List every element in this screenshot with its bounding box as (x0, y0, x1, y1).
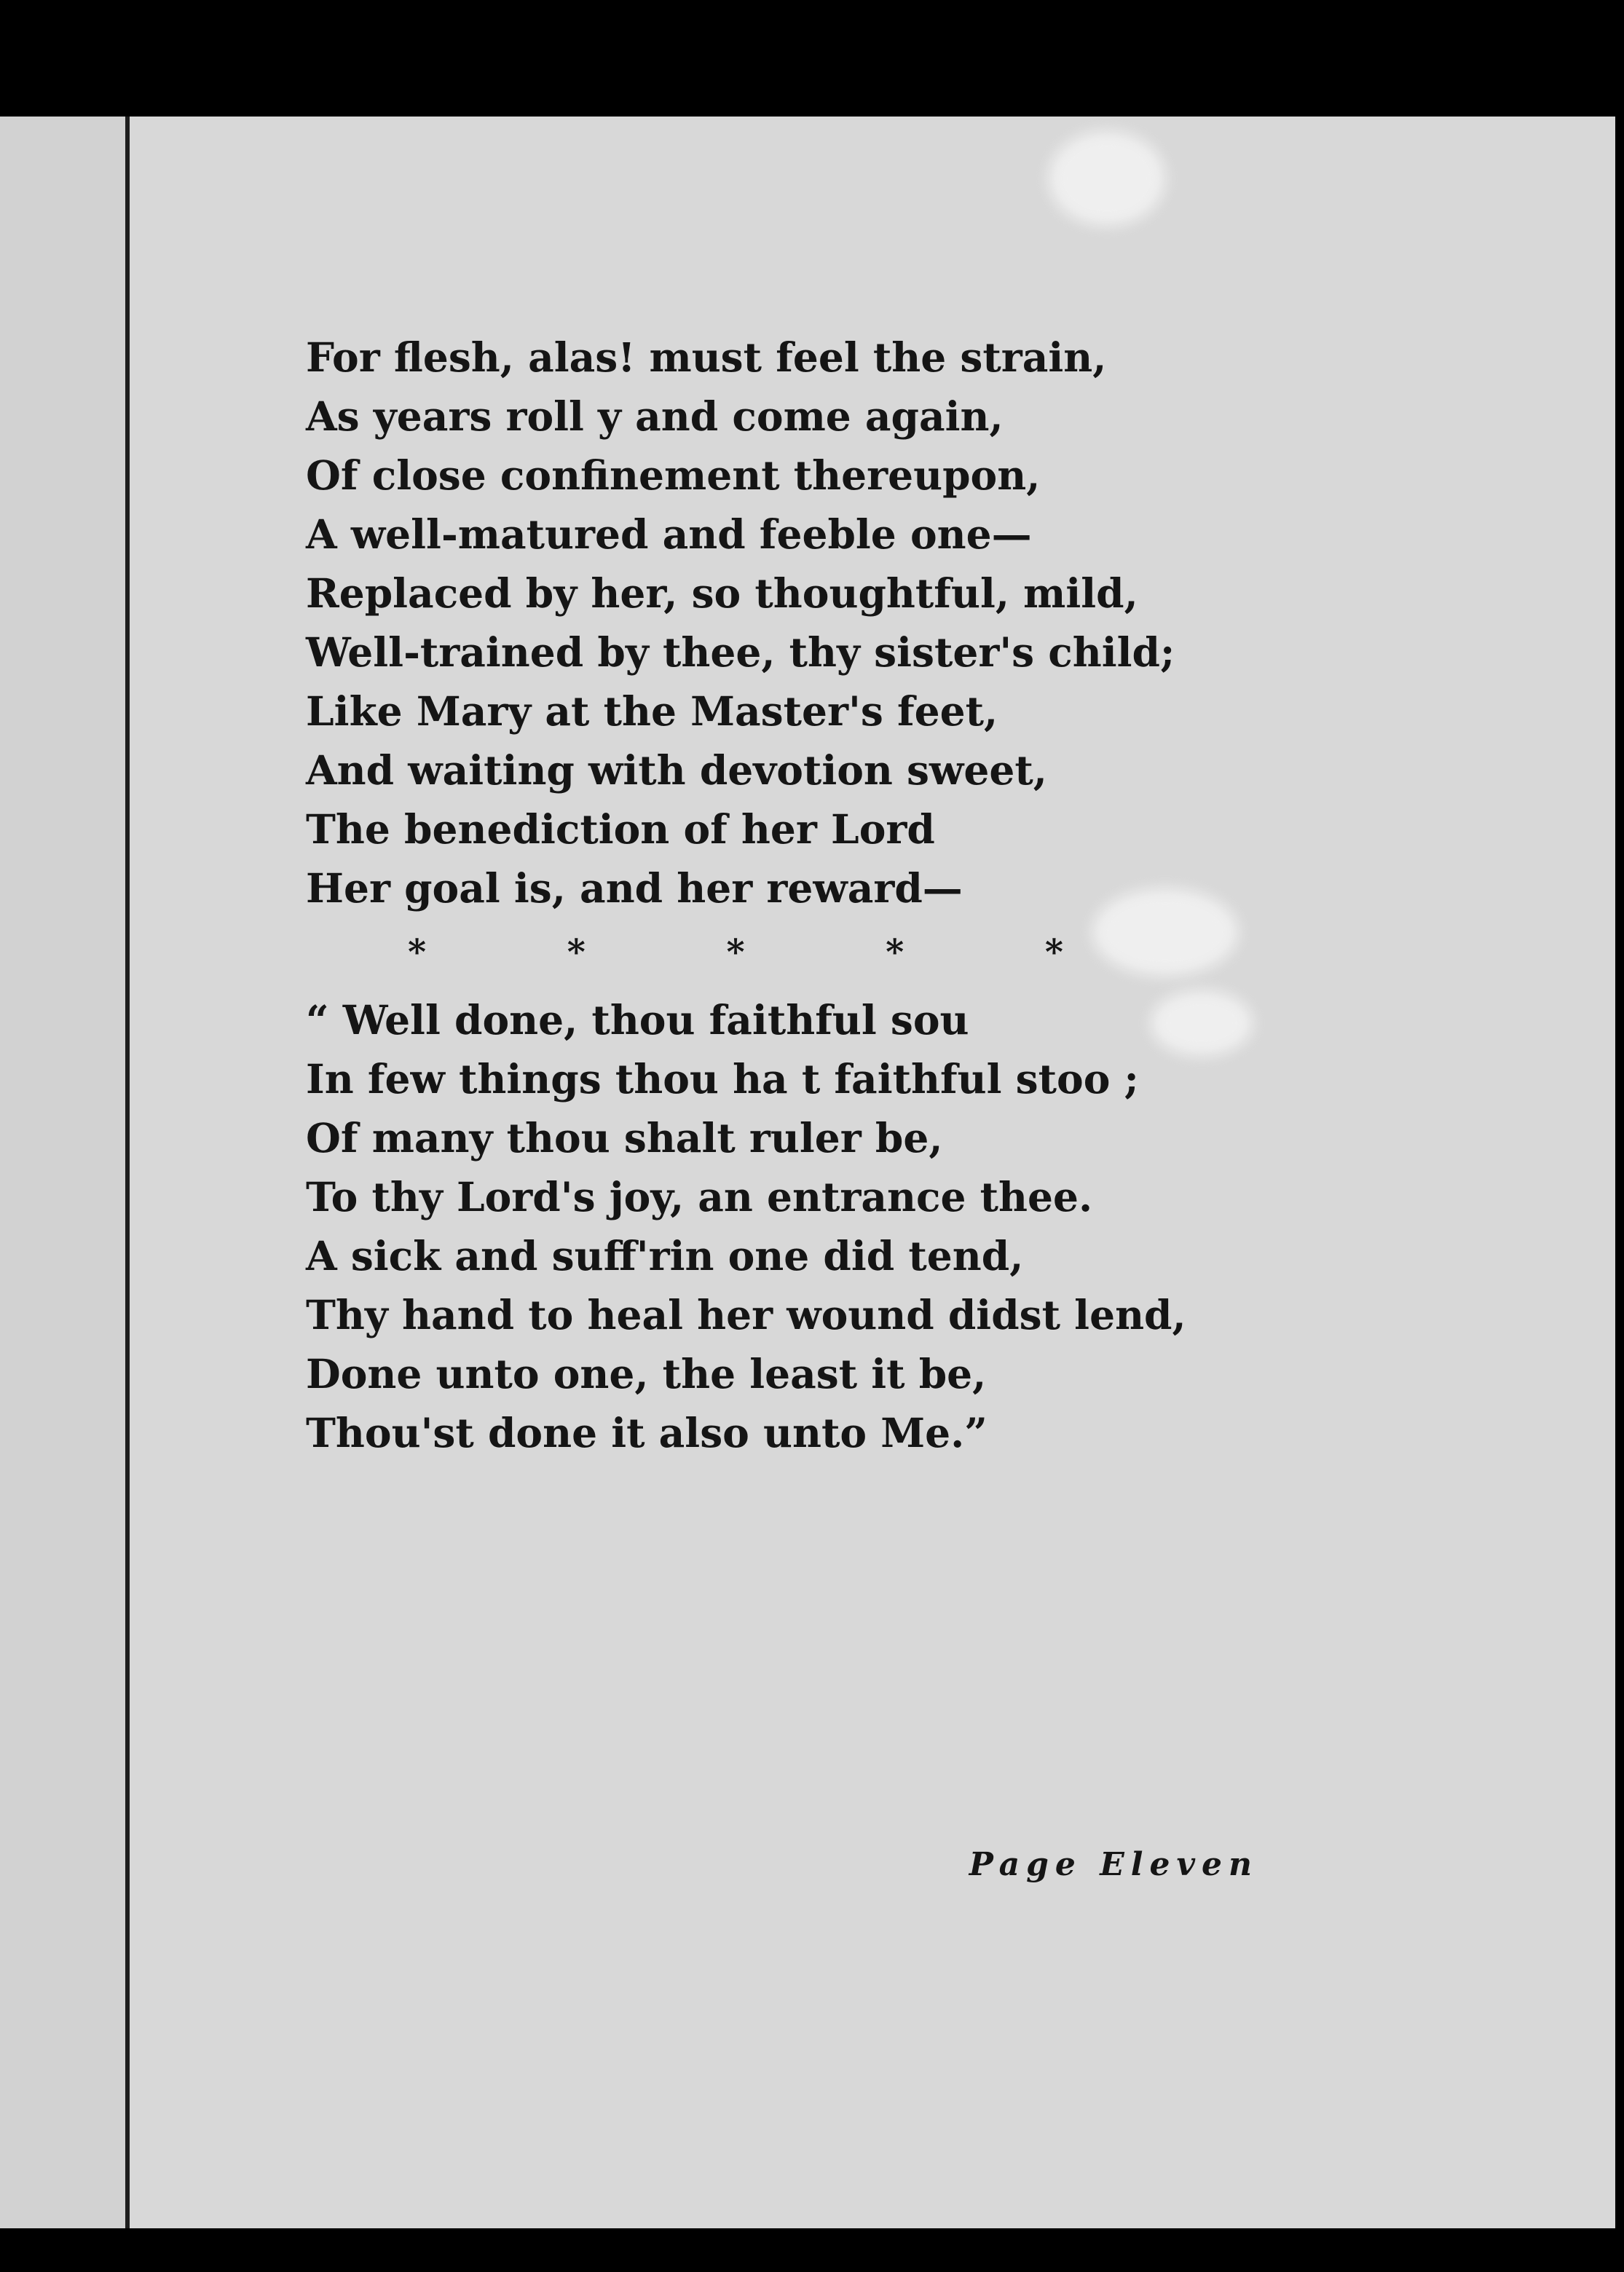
poem-line: Of many thou shalt ruler be, (306, 1114, 943, 1161)
poem-line: Replaced by her, so thoughtful, mild, (306, 569, 1138, 617)
separator-asterisk: * (726, 932, 745, 973)
poem-line: The benediction of her Lord (306, 805, 935, 853)
separator-asterisk: * (1044, 932, 1063, 973)
separator-asterisk: * (886, 932, 904, 973)
binding-edge (125, 117, 130, 2228)
page-gutter (0, 117, 130, 2228)
poem-line: To thy Lord's joy, an entrance thee. (306, 1173, 1093, 1220)
separator-asterisk: * (567, 932, 586, 973)
separator-asterisk: * (408, 932, 427, 973)
poem-line: Well-trained by thee, thy sister's child; (306, 628, 1175, 676)
poem-line: A well-matured and feeble one— (306, 510, 1032, 558)
poem-line: Like Mary at the Master's feet, (306, 687, 998, 735)
poem-stanza-2 (306, 990, 1223, 1462)
poem-line: “ Well done, thou faithful sou (306, 996, 969, 1044)
poem-stanza-1 (306, 328, 1223, 918)
paper-blemish (1049, 131, 1165, 226)
poem-line: Done unto one, the least it be, (306, 1350, 987, 1397)
book-page (0, 117, 1615, 2228)
poem-line: Of close confinement thereupon, (306, 451, 1041, 499)
poem-line: A sick and suff'rin one did tend, (306, 1232, 1024, 1279)
poem-line: Thy hand to heal her wound didst lend, (306, 1291, 1186, 1338)
poem-line: As years roll y and come again, (306, 393, 1004, 440)
poem-line: Her goal is, and her reward— (306, 864, 963, 912)
poem-line: In few things thou ha t faithful stoo ; (306, 1055, 1139, 1103)
poem-line: And waiting with devotion sweet, (306, 746, 1047, 794)
page-number: Page Eleven (969, 1846, 1258, 1883)
poem-line: Thou'st done it also unto Me.” (306, 1409, 988, 1456)
poem-line: For flesh, alas! must feel the strain, (306, 334, 1107, 381)
section-separator (408, 932, 1063, 973)
